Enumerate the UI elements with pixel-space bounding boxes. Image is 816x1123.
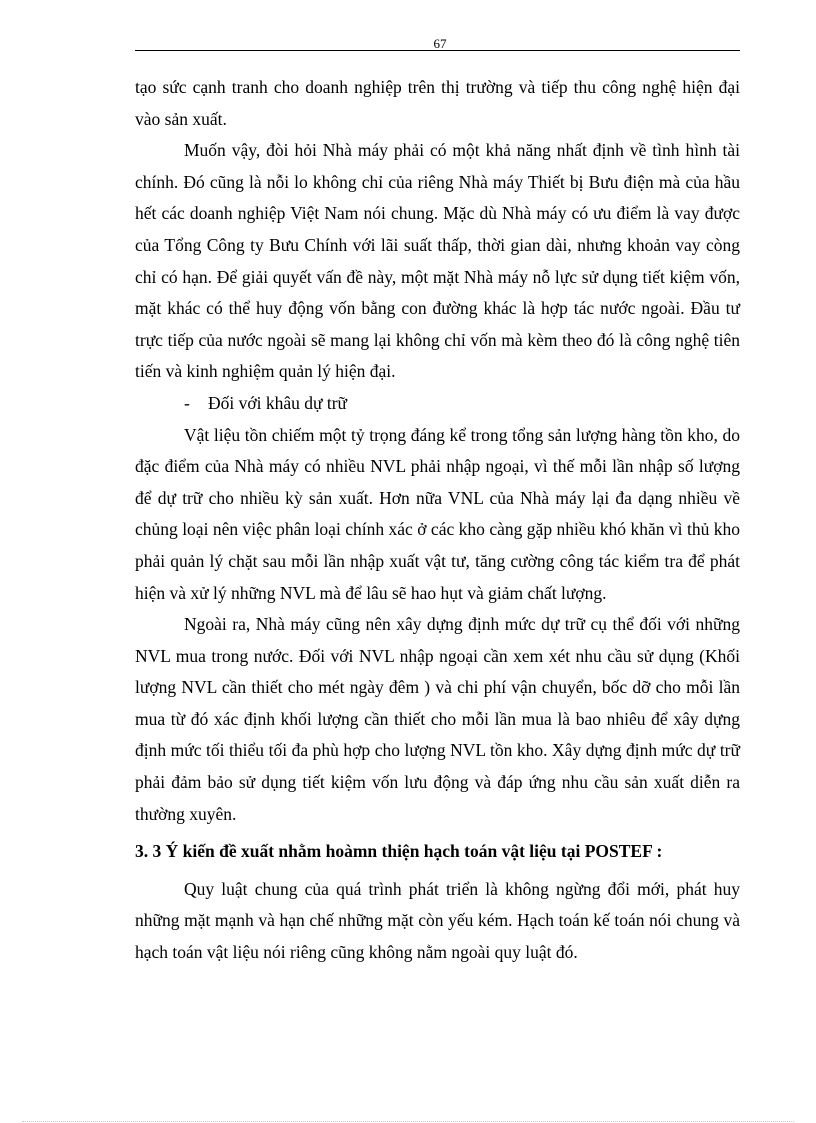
document-body <box>135 72 740 969</box>
paragraph-2: Muốn vậy, đòi hỏi Nhà máy phải có một khả năng nhất định về tình hình tài chính. Đó cũng là nỗi lo không chỉ của riêng Nhà máy Thiết bị Bưu điện mà của hầu hết các doanh nghiệp Việt Nam nói chung. Mặc dù Nhà máy có ưu điểm là vay được của Tổng Công ty Bưu Chính với lãi suất thấp, thời gian dài, nhưng khoản vay còng chỉ có hạn. Để giải quyết vấn đề này, một mặt Nhà máy nỗ lực sử dụng tiết kiệm vốn, mặt khác có thể huy động vốn bằng con đường khác là hợp tác nước ngoài. Đầu tư trực tiếp của nước ngoài sẽ mang lại không chỉ vốn mà kèm theo đó là công nghệ tiên tiến và kinh nghiệm quản lý hiện đại. <box>135 140 740 382</box>
bullet-item <box>135 388 740 420</box>
paragraph-1: tạo sức cạnh tranh cho doanh nghiệp trên thị trường và tiếp thu công nghệ hiện đại vào sản xuất. <box>135 77 740 129</box>
bullet-text: Đối với khâu dự trữ <box>208 392 348 413</box>
section-heading: 3. 3 Ý kiến đề xuất nhằm hoàmn thiện hạch toán vật liệu tại POSTEF : <box>135 841 663 862</box>
paragraph-5: Quy luật chung của quá trình phát triển là không ngừng đổi mới, phát huy những mặt mạnh và hạn chế những mặt còn yếu kém. Hạch toán kế toán nói chung và hạch toán vật liệu nói riêng cũng không nằm ngoài quy luật đó. <box>135 878 740 963</box>
page-bottom-border <box>22 1121 794 1122</box>
header-rule <box>135 50 740 51</box>
paragraph-4: Ngoài ra, Nhà máy cũng nên xây dựng định mức dự trữ cụ thể đối với những NVL mua trong nước. Đối với NVL nhập ngoại cần xem xét nhu cầu sử dụng (Khối lượng NVL cần thiết cho mét ngày đêm ) và chi phí vận chuyển, bốc dỡ cho mỗi lần mua từ đó xác định khối lượng cần thiết cho mỗi lần mua là bao nhiêu để xây dựng định mức tối thiểu tối đa phù hợp cho lượng NVL tồn kho. Xây dựng định mức dự trữ phải đảm bảo sử dụng tiết kiệm vốn lưu động và đáp ứng nhu cầu sản xuất diễn ra thường xuyên. <box>135 614 740 824</box>
page-number: 67 <box>433 36 447 51</box>
bullet-dash: - <box>184 392 190 413</box>
paragraph-3: Vật liệu tồn chiếm một tỷ trọng đáng kể trong tổng sản lượng hàng tồn kho, do đặc điểm của Nhà máy có nhiều NVL phải nhập ngoại, vì thế mỗi lần nhập số lượng để dự trữ cho nhiều kỳ sản xuất. Hơn nữa VNL của Nhà máy lại đa dạng nhiều về chủng loại nên việc phân loại chính xác ở các kho càng gặp nhiều khó khăn vì thủ kho phải quản lý chặt sau mỗi lần nhập xuất vật tư, tăng cường công tác kiểm tra để phát hiện và xử lý những NVL mà để lâu sẽ hao hụt và giảm chất lượng. <box>135 424 740 603</box>
